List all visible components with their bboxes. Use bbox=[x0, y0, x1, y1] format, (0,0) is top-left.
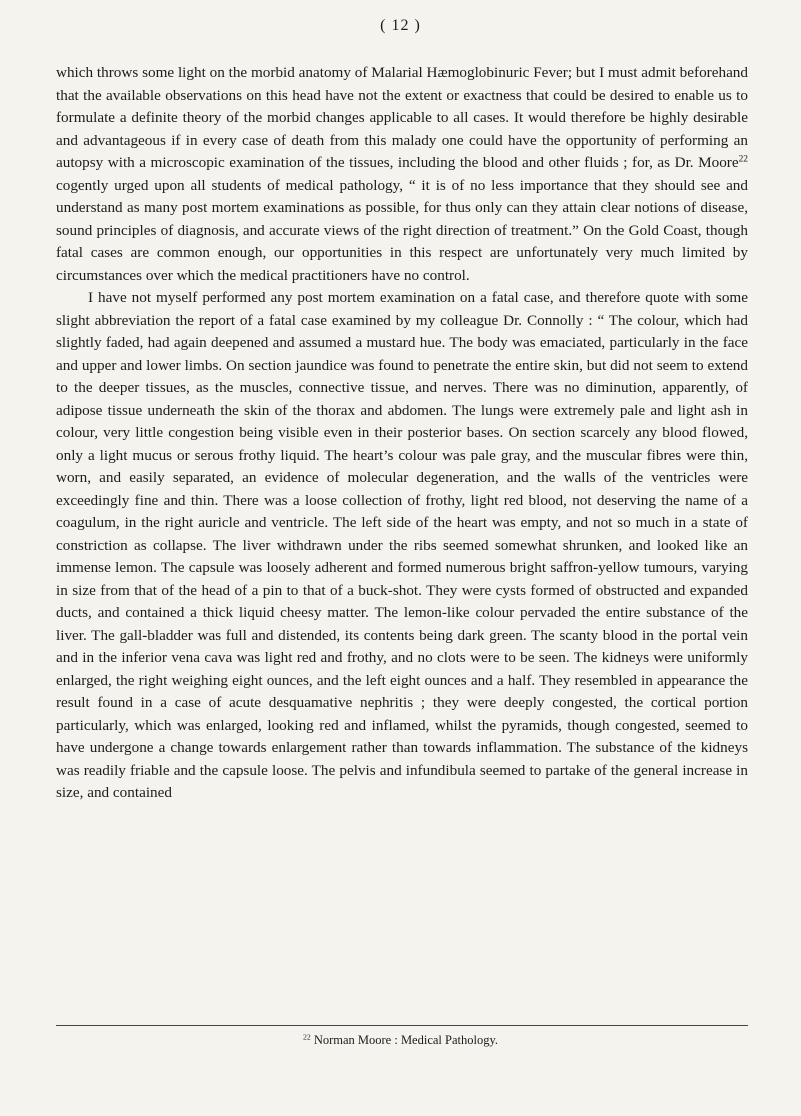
page-number: ( 12 ) bbox=[380, 17, 421, 34]
paragraph-2: I have not myself performed any post mortem examination on a fatal case, and therefore quote with some slight abbreviation the report of a fatal case examined by my colleague Dr. Connolly : “ The colour, which had slightly faded, had again deepened and assumed a mustard hue. The body was emaciated, particularly in the face and upper and lower limbs. On section jaundice was found to penetrate the entire skin, but did not seem to extend to the deeper tissues, as the muscles, connective tissue, and nerves. There was no diminution, apparently, of adipose tissue underneath the skin of the thorax and abdomen. The lungs were extremely pale and light ash in colour, very little congestion being visible even in their posterior bases. On section scarcely any blood flowed, only a light mucus or serous frothy liquid. The heart’s colour was pale gray, and the muscular fibres were thin, worn, and easily separated, an evidence of molecular degeneration, and the walls of the ventricles were exceedingly fine and thin. There was a loose collection of frothy, light red blood, not deserving the name of a coagulum, in the right auricle and ventricle. The left side of the heart was empty, and not so much in a state of constriction as collapse. The liver withdrawn under the ribs seemed somewhat shrunken, and looked like an immense lemon. The capsule was loosely adherent and formed numerous bright saffron-yellow tumours, varying in size from that of the head of a pin to that of a buck-shot. They were cysts formed of obstructed and expanded ducts, and contained a thick liquid cheesy matter. The lemon-like colour pervaded the entire substance of the liver. The gall-bladder was full and distended, its contents being dark green. The scanty blood in the portal vein and in the inferior vena cava was light red and frothy, and no clots were to be seen. The kidneys were uniformly enlarged, the right weighing eight ounces, and the left eight ounces and a half. They resembled in appearance the result found in a case of acute desquamative nephritis ; they were deeply congested, the cortical portion particularly, which was enlarged, looking red and inflamed, whilst the pyramids, though congested, seemed to have undergone a change towards enlargement rather than towards inflammation. The substance of the kidneys was readily friable and the capsule loose. The pelvis and infundibula seemed to partake of the general increase in size, and contained bbox=[56, 289, 748, 801]
paragraph-1 bbox=[56, 62, 748, 287]
footnote-divider bbox=[56, 1025, 748, 1026]
footnote-number: 22 bbox=[302, 1032, 311, 1042]
body-text bbox=[56, 62, 748, 805]
paragraph-1-text-before: which throws some light on the morbid anatomy of Malarial Hæmoglobinuric Fever; but I must admit beforehand that the available observations on this head have not the extent or exactness that could be desired to enable us to formulate a definite theory of the morbid changes applicable to all cases. It would therefore be highly desirable and advantageous if in every case of death from this malady one could have the opportunity of performing an autopsy with a microscopic examination of the tissues, including the blood and other fluids ; for, as Dr. Moore bbox=[56, 64, 748, 171]
footnote-reference: 22 bbox=[738, 154, 748, 165]
footnote-text: Norman Moore : Medical Pathology. bbox=[310, 1033, 499, 1047]
paragraph-1-text-after: cogently urged upon all students of medical pathology, “ it is of no less importance that they should see and understand as many post mortem examinations as possible, for thus only can they attain clear notions of disease, sound principles of diagnosis, and accurate views of the right direction of treatment.” On the Gold Coast, though fatal cases are common enough, our opportunities in this respect are unfortunately very much limited by circumstances over which the medical practitioners have no control. bbox=[56, 176, 748, 284]
footnote bbox=[0, 1033, 801, 1048]
